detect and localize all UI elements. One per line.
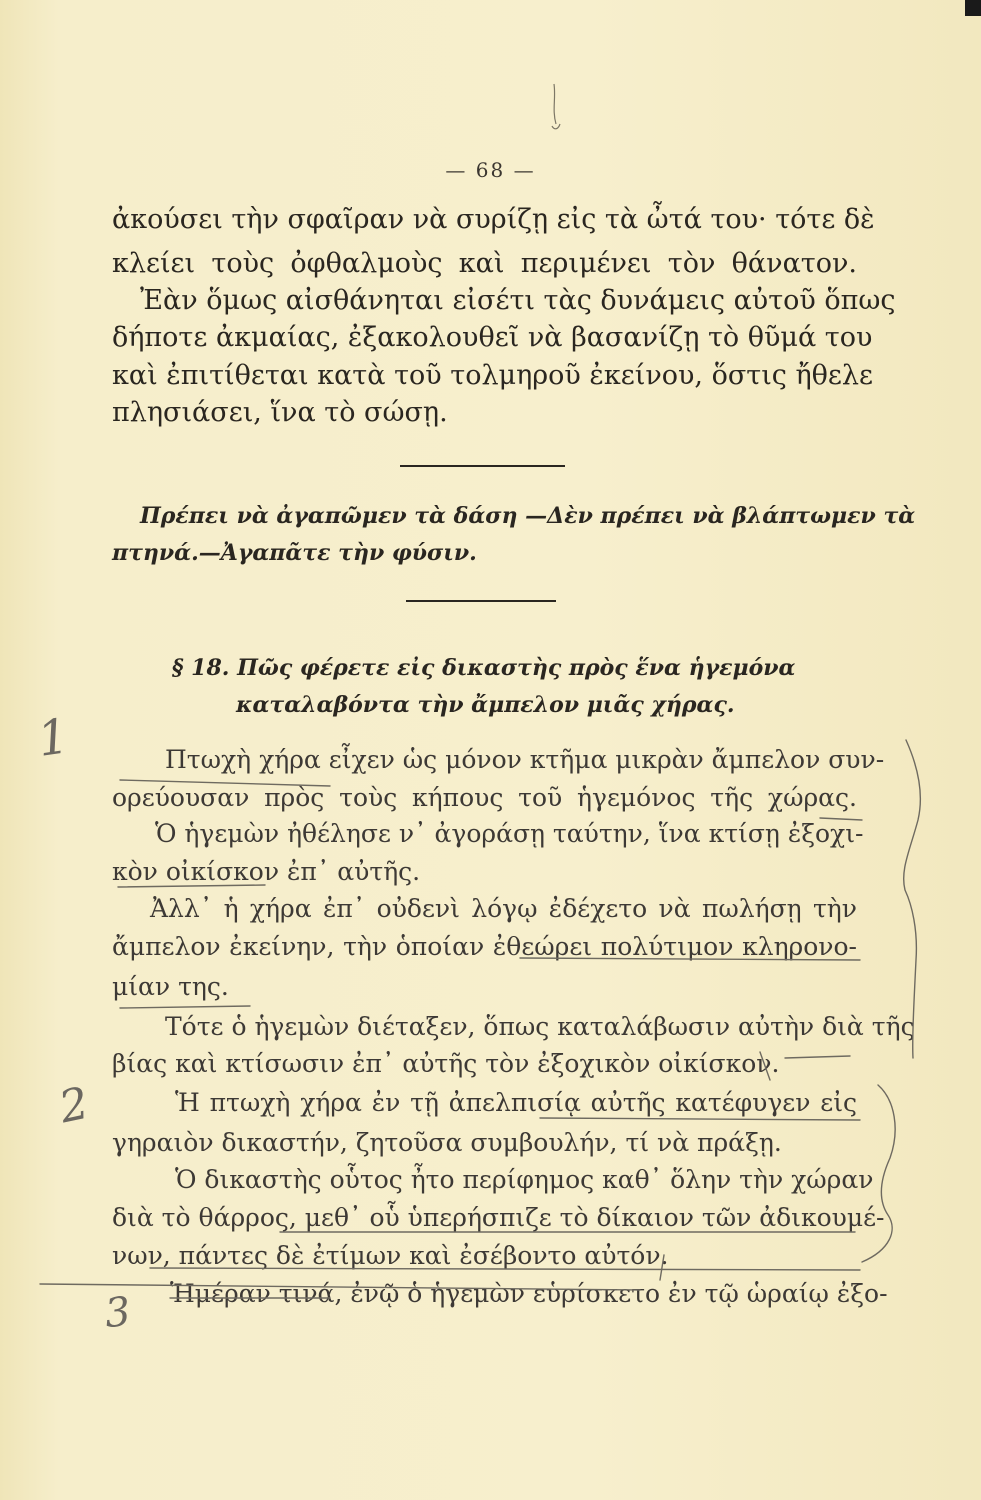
- margin-note-1: 1: [34, 708, 73, 768]
- story-line-1: Πτωχὴ χήρα εἶχεν ὡς μόνον κτῆμα μικρὰν ἄμπελον συν-: [165, 745, 885, 774]
- maxim-line-2: πτηνά.—Ἀγαπᾶτε τὴν φύσιν.: [112, 540, 477, 566]
- maxim-line-1: Πρέπει νὰ ἀγαπῶμεν τὰ δάση —Δὲν πρέπει νὰ βλάπτωμεν τὰ: [140, 503, 916, 529]
- story-line-14: νων, πάντες δὲ ἐτίμων καὶ ἐσέβοντο αὐτόν.: [112, 1241, 669, 1270]
- story-line-8: Τότε ὁ ἡγεμὼν διέταξεν, ὅπως καταλάβωσιν αὐτὴν διὰ τῆς: [165, 1012, 915, 1041]
- story-line-4: κὸν οἰκίσκον ἐπ᾿ αὐτῆς.: [112, 857, 421, 886]
- section-heading-line-1: § 18. Πῶς φέρετε εἰς δικαστὴς πρὸς ἕνα ἡγεμόνα: [172, 655, 796, 681]
- page-number: — 68 —: [445, 158, 536, 182]
- story-line-10: Ἡ πτωχὴ χήρα ἐν τῇ ἀπελπισίᾳ αὐτῆς κατέφυγεν εἰς: [175, 1088, 857, 1117]
- body-line-4: δήποτε ἀκμαίας, ἐξακολουθεῖ νὰ βασανίζῃ τὸ θῦμά του: [112, 322, 873, 353]
- story-line-6: ἄμπελον ἐκείνην, τὴν ὁποίαν ἐθεώρει πολύτιμον κληρονο-: [112, 932, 857, 961]
- story-line-5: Ἀλλ᾿ ἡ χήρα ἐπ᾿ οὐδενὶ λόγῳ ἐδέχετο νὰ πωλήσῃ τὴν: [150, 894, 857, 923]
- story-line-7: μίαν της.: [112, 972, 229, 1001]
- section-heading-line-2: καταλαβόντα τὴν ἄμπελον μιᾶς χήρας.: [236, 692, 735, 718]
- story-line-15: Ἡμέραν τινά, ἐνῷ ὁ ἡγεμὼν εὑρίσκετο ἐν τῷ ὡραίῳ ἐξο-: [170, 1279, 888, 1308]
- margin-note-3: 3: [102, 1288, 133, 1338]
- story-line-3: Ὁ ἡγεμὼν ἠθέλησε ν᾿ ἀγοράσῃ ταύτην, ἵνα κτίσῃ ἐξοχι-: [155, 819, 864, 848]
- body-line-2: κλείει τοὺς ὀφθαλμοὺς καὶ περιμένει τὸν θάνατον.: [112, 248, 857, 279]
- story-line-11: γηραιὸν δικαστήν, ζητοῦσα συμβουλήν, τί νὰ πράξῃ.: [112, 1128, 782, 1157]
- story-line-9: βίας καὶ κτίσωσιν ἐπ᾿ αὐτῆς τὸν ἐξοχικὸν οἰκίσκον.: [112, 1049, 780, 1078]
- body-line-6: πλησιάσει, ἵνα τὸ σώσῃ.: [112, 397, 448, 428]
- story-line-12: Ὁ δικαστὴς οὗτος ἦτο περίφημος καθ᾿ ὅλην τὴν χώραν: [175, 1165, 874, 1194]
- body-line-1: ἀκούσει τὴν σφαῖραν νὰ συρίζῃ εἰς τὰ ὦτά του· τότε δὲ: [112, 204, 875, 235]
- body-line-5: καὶ ἐπιτίθεται κατὰ τοῦ τολμηροῦ ἐκείνου, ὅστις ἤθελε: [112, 360, 874, 391]
- story-line-2: ορεύουσαν πρὸς τοὺς κήπους τοῦ ἡγεμόνος τῆς χώρας.: [112, 783, 857, 812]
- margin-note-2: 2: [55, 1077, 93, 1134]
- story-line-13: διὰ τὸ θάρρος, μεθ᾿ οὗ ὑπερήσπιζε τὸ δίκαιον τῶν ἀδικουμέ-: [112, 1203, 885, 1232]
- body-line-3: Ἐὰν ὅμως αἰσθάνηται εἰσέτι τὰς δυνάμεις αὐτοῦ ὅπως: [140, 285, 896, 316]
